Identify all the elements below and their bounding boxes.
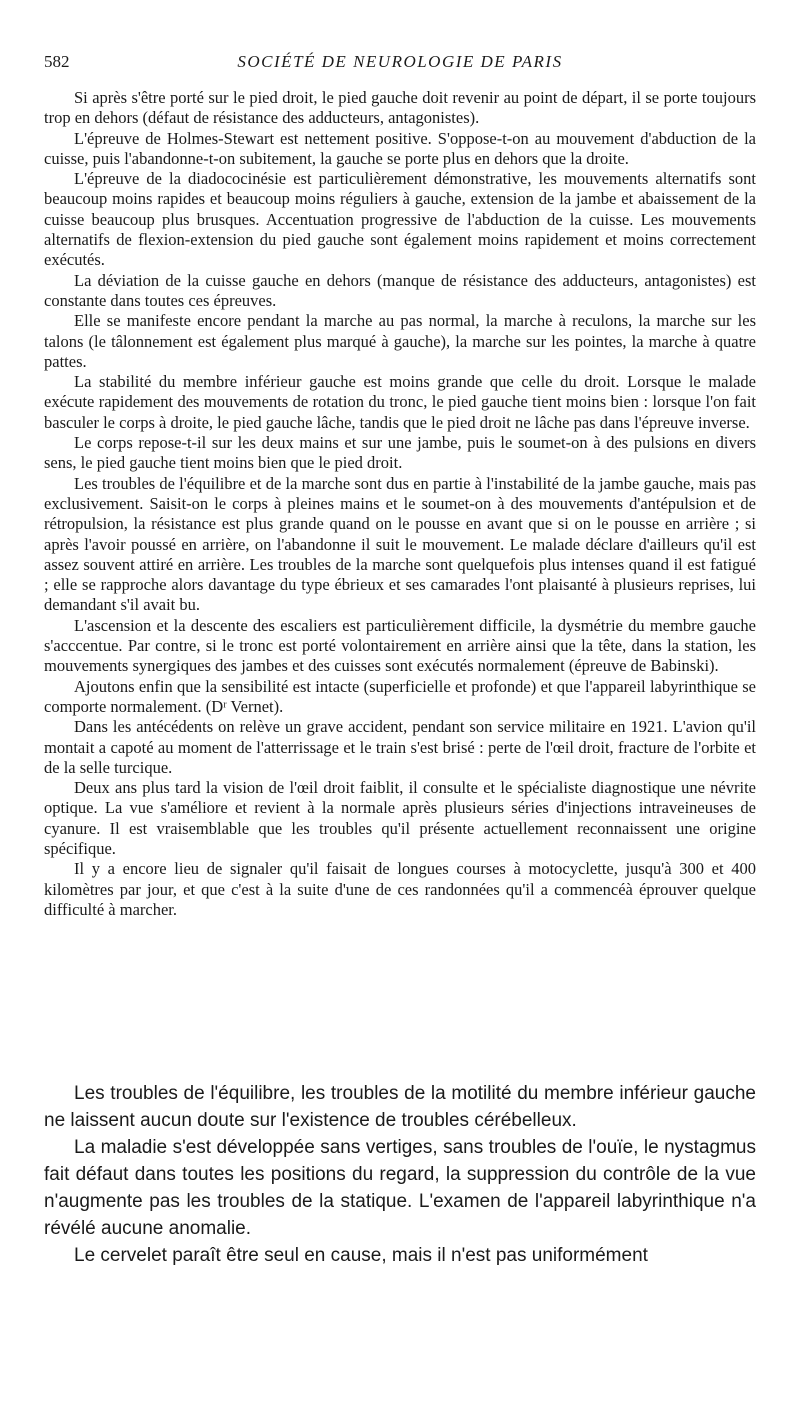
paragraph: Dans les antécédents on relève un grave accident, pendant son service militaire en 1921. L'avion qu'il montait a capoté au moment de l'atterrissage et le train s'est brisé : perte de l'œil droit, fracture de l'orbite et de la selle turcique.: [44, 717, 756, 777]
paragraph: L'épreuve de la diadococinésie est particulièrement démonstrative, les mouvements alternatifs sont beaucoup moins rapides et beaucoup moins réguliers à gauche, extension de la jambe et abaissement de la cuisse beaucoup plus brusques. Accentuation progressive de l'abduction de la cuisse. Les mouvements alternatifs de flexion-extension du pied gauche sont également moins rapidement et moins correctement exécutés.: [44, 169, 756, 270]
paragraph: Elle se manifeste encore pendant la marche au pas normal, la marche à reculons, la marche sur les talons (le tâlonnement est également plus marqué à gauche), la marche sur les pointes, la marche à quatre pattes.: [44, 311, 756, 371]
discussion-text: [44, 1080, 756, 1269]
running-title: SOCIÉTÉ DE NEUROLOGIE DE PARIS: [237, 52, 563, 71]
paragraph: Les troubles de l'équilibre, les troubles de la motilité du membre inférieur gauche ne laissent aucun doute sur l'existence de troubles cérébelleux.: [44, 1083, 756, 1131]
paragraph: La stabilité du membre inférieur gauche est moins grande que celle du droit. Lorsque le malade exécute rapidement des mouvements de rotation du tronc, le pied gauche tient moins bien : lorsque l'on fait basculer le corps à droite, le pied gauche lâche, tandis que le pied droit ne lâche pas dans l'épreuve inverse.: [44, 372, 756, 432]
paragraph: Il y a encore lieu de signaler qu'il faisait de longues courses à motocyclette, jusqu'à 300 et 400 kilomètres par jour, et que c'est à la suite d'une de ces randonnées qu'il a commencéà éprouver quelque difficulté à marcher.: [44, 859, 756, 919]
page-number: 582: [44, 52, 70, 71]
paragraph: La maladie s'est développée sans vertiges, sans troubles de l'ouïe, le nystagmus fait défaut dans toutes les positions du regard, la suppression du contrôle de la vue n'augmente pas les troubles de la statique. L'examen de l'appareil labyrinthique n'a révélé aucune anomalie.: [44, 1137, 756, 1239]
paragraph: Le cervelet paraît être seul en cause, mais il n'est pas uniformément: [74, 1245, 648, 1266]
paragraph: Deux ans plus tard la vision de l'œil droit faiblit, il consulte et le spécialiste diagnostique une névrite optique. La vue s'améliore et revient à la normale après plusieurs séries d'injections intraveineuses de cyanure. Il est vraisemblable que les troubles qu'il présente actuellement reconnaissent une origine spécifique.: [44, 778, 756, 858]
page-header: [44, 52, 756, 74]
paragraph: Le corps repose-t-il sur les deux mains et sur une jambe, puis le soumet-on à des pulsions en divers sens, le pied gauche tient moins bien que le pied droit.: [44, 433, 756, 473]
case-report-text: [44, 88, 756, 920]
paragraph: Les troubles de l'équilibre et de la marche sont dus en partie à l'instabilité de la jambe gauche, mais pas exclusivement. Saisit-on le corps à pleines mains et le soumet-on à des mouvements d'antépulsion et de rétropulsion, la résistance est plus grande quand on le pousse en avant que si on le pousse en arrière ; si après l'avoir poussé en arrière, on l'abandonne il suit le mouvement. Le malade déclare d'ailleurs qu'il est assez souvent attiré en arrière. Les troubles de la marche sont quelquefois plus intenses quand il est fatigué ; elle se rapproche alors davantage du type ébrieux et ses camarades l'ont plaisanté à plusieurs reprises, lui demandant s'il avait bu.: [44, 473, 756, 615]
paragraph: Ajoutons enfin que la sensibilité est intacte (superficielle et profonde) et que l'appareil labyrinthique se comporte normalement. (Dʳ Vernet).: [44, 676, 756, 716]
paragraph: L'ascension et la descente des escaliers est particulièrement difficile, la dysmétrie du membre gauche s'acccentue. Par contre, si le tronc est porté volontairement en arrière ainsi que la tête, dans la station, les mouvements synergiques des jambes et des cuisses sont exécutés normalement (épreuve de Babinski).: [44, 615, 756, 676]
paragraph: Si après s'être porté sur le pied droit, le pied gauche doit revenir au point de départ, il se porte toujours trop en dehors (défaut de résistance des adducteurs, antagonistes).: [44, 88, 756, 128]
paragraph: L'épreuve de Holmes-Stewart est nettement positive. S'oppose-t-on au mouvement d'abduction de la cuisse, puis l'abandonne-t-on subitement, la gauche se porte plus en dehors que la droite.: [44, 128, 756, 168]
paragraph: La déviation de la cuisse gauche en dehors (manque de résistance des adducteurs, antagonistes) est constante dans toutes ces épreuves.: [44, 270, 756, 310]
